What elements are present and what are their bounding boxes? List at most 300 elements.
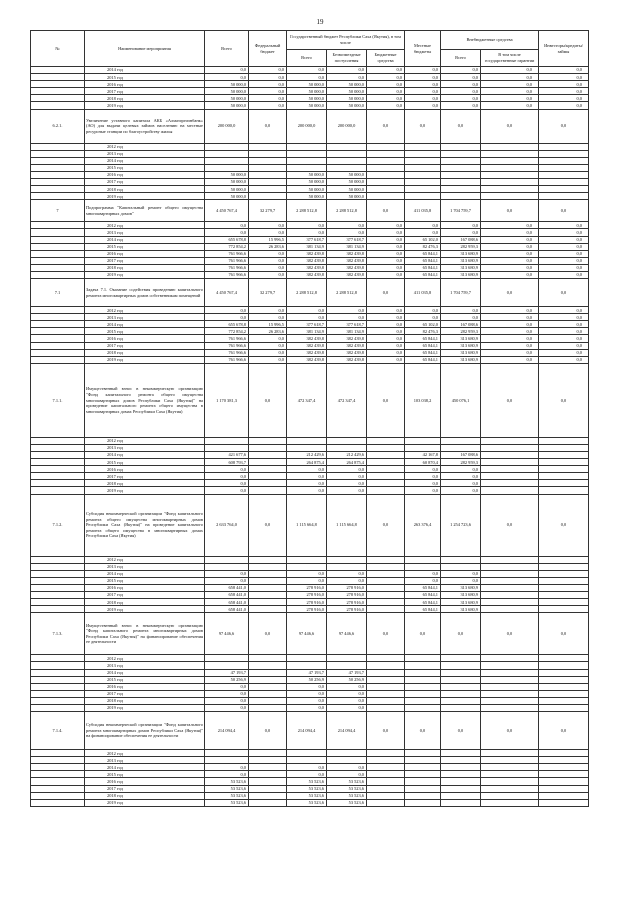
year-row — [31, 676, 589, 683]
year-row — [31, 592, 589, 599]
summary-cell: 0,0 — [539, 109, 589, 143]
section-summary-row — [31, 613, 589, 655]
year-row — [31, 480, 589, 487]
value-cell — [249, 757, 287, 764]
value-cell: 0,0 — [405, 473, 441, 480]
value-cell — [441, 683, 481, 690]
value-cell: 0,0 — [367, 102, 405, 109]
value-cell — [539, 771, 589, 778]
year-row — [31, 229, 589, 236]
year-label: 2013 год — [85, 229, 205, 236]
value-cell — [249, 487, 287, 494]
year-label: 2013 год — [85, 563, 205, 570]
section-summary-row — [31, 363, 589, 437]
year-label: 2014 год — [85, 669, 205, 676]
section-summary-row — [31, 494, 589, 556]
value-cell: 0,0 — [481, 95, 539, 102]
value-cell: 0,0 — [367, 264, 405, 271]
year-label: 2019 год — [85, 193, 205, 200]
value-cell — [367, 480, 405, 487]
value-cell — [481, 697, 539, 704]
value-cell — [367, 473, 405, 480]
value-cell: 60 870,4 — [405, 459, 441, 466]
value-cell — [367, 792, 405, 799]
value-cell: 0,0 — [441, 473, 481, 480]
empty-code-cell — [31, 102, 85, 109]
value-cell — [441, 697, 481, 704]
value-cell: 0,0 — [205, 764, 249, 771]
value-cell: 0,0 — [481, 335, 539, 342]
value-cell — [539, 683, 589, 690]
value-cell — [367, 778, 405, 785]
summary-cell: 450 076,1 — [441, 363, 481, 437]
header-state-total: Всего — [287, 50, 327, 67]
value-cell: 377 618,7 — [327, 236, 367, 243]
year-row — [31, 704, 589, 711]
value-cell: 0,0 — [205, 704, 249, 711]
value-cell — [539, 584, 589, 591]
value-cell: 0,0 — [287, 222, 327, 229]
year-row — [31, 563, 589, 570]
section-code: 7.1.4. — [31, 712, 85, 750]
empty-code-cell — [31, 599, 85, 606]
summary-cell: 0,0 — [249, 613, 287, 655]
value-cell: 65 844,1 — [405, 250, 441, 257]
value-cell: 0,0 — [327, 314, 367, 321]
value-cell: 381 134,9 — [287, 328, 327, 335]
year-row — [31, 757, 589, 764]
value-cell — [539, 785, 589, 792]
year-row — [31, 459, 589, 466]
value-cell — [441, 785, 481, 792]
value-cell: 0,0 — [481, 321, 539, 328]
value-cell — [481, 186, 539, 193]
value-cell: 0,0 — [441, 466, 481, 473]
summary-cell: 0,0 — [441, 109, 481, 143]
section-code: 7.1.1. — [31, 363, 85, 437]
value-cell — [249, 171, 287, 178]
year-row — [31, 307, 589, 314]
value-cell: 50 256,9 — [205, 676, 249, 683]
value-cell — [539, 799, 589, 806]
value-cell: 50 000,0 — [205, 193, 249, 200]
value-cell: 0,0 — [327, 771, 367, 778]
summary-cell: 411 035,8 — [405, 279, 441, 307]
year-label: 2015 год — [85, 328, 205, 335]
value-cell: 42 167,8 — [405, 452, 441, 459]
value-cell: 0,0 — [367, 349, 405, 356]
value-cell: 0,0 — [539, 307, 589, 314]
value-cell — [327, 437, 367, 444]
value-cell: 658 441,0 — [205, 606, 249, 613]
summary-cell: 97 446,6 — [327, 613, 367, 655]
value-cell — [481, 179, 539, 186]
value-cell — [327, 655, 367, 662]
year-label: 2013 год — [85, 444, 205, 451]
value-cell — [481, 171, 539, 178]
value-cell — [405, 186, 441, 193]
section-description: Субсидия некоммерческой организации "Фонд капитального ремонта многоквартирных домов Республики Саха (Якутия)" на финансирование обеспечения ее деятельности — [85, 712, 205, 750]
value-cell: 0,0 — [405, 487, 441, 494]
value-cell — [205, 143, 249, 150]
value-cell: 0,0 — [481, 81, 539, 88]
value-cell — [539, 466, 589, 473]
value-cell: 26 283,6 — [249, 243, 287, 250]
value-cell: 0,0 — [205, 690, 249, 697]
value-cell: 278 916,0 — [327, 606, 367, 613]
empty-code-cell — [31, 356, 85, 363]
value-cell — [441, 757, 481, 764]
value-cell — [287, 150, 327, 157]
value-cell: 382 439,8 — [327, 271, 367, 278]
value-cell — [481, 704, 539, 711]
value-cell: 0,0 — [249, 356, 287, 363]
value-cell — [481, 799, 539, 806]
value-cell: 50 000,0 — [327, 179, 367, 186]
value-cell — [327, 662, 367, 669]
summary-cell: 0,0 — [249, 712, 287, 750]
value-cell — [367, 690, 405, 697]
empty-code-cell — [31, 662, 85, 669]
header-name: Наименование мероприятия — [85, 31, 205, 67]
year-label: 2014 год — [85, 570, 205, 577]
year-label: 2018 год — [85, 480, 205, 487]
value-cell — [539, 690, 589, 697]
year-row — [31, 179, 589, 186]
value-cell: 53 523,6 — [205, 778, 249, 785]
value-cell — [405, 676, 441, 683]
summary-cell: 1 170 381,3 — [205, 363, 249, 437]
value-cell — [327, 150, 367, 157]
value-cell — [367, 669, 405, 676]
value-cell: 167 088,6 — [441, 321, 481, 328]
value-cell — [441, 186, 481, 193]
value-cell: 0,0 — [287, 764, 327, 771]
value-cell — [367, 193, 405, 200]
year-label: 2018 год — [85, 349, 205, 356]
year-label: 2012 год — [85, 750, 205, 757]
value-cell — [481, 444, 539, 451]
value-cell: 0,0 — [441, 487, 481, 494]
summary-cell: 200 000,0 — [205, 109, 249, 143]
value-cell — [367, 164, 405, 171]
section-summary-row — [31, 200, 589, 222]
summary-cell: 2 633 764,0 — [205, 494, 249, 556]
value-cell: 0,0 — [405, 102, 441, 109]
value-cell — [249, 577, 287, 584]
header-total: Всего — [205, 31, 249, 67]
year-row — [31, 690, 589, 697]
value-cell: 50 000,0 — [287, 81, 327, 88]
value-cell: 313 680,9 — [441, 349, 481, 356]
value-cell: 15 996,5 — [249, 321, 287, 328]
value-cell — [405, 437, 441, 444]
value-cell: 278 916,0 — [327, 592, 367, 599]
value-cell — [249, 792, 287, 799]
value-cell — [367, 764, 405, 771]
summary-cell: 0,0 — [481, 494, 539, 556]
empty-code-cell — [31, 437, 85, 444]
year-label: 2017 год — [85, 473, 205, 480]
budget-table-wrapper — [30, 30, 588, 807]
summary-cell: 263 376,4 — [405, 494, 441, 556]
value-cell: 0,0 — [441, 222, 481, 229]
empty-code-cell — [31, 480, 85, 487]
value-cell — [287, 662, 327, 669]
value-cell — [539, 556, 589, 563]
value-cell — [481, 771, 539, 778]
empty-code-cell — [31, 95, 85, 102]
value-cell — [287, 655, 327, 662]
value-cell — [481, 764, 539, 771]
year-label: 2015 год — [85, 74, 205, 81]
value-cell: 0,0 — [539, 81, 589, 88]
section-summary-row — [31, 279, 589, 307]
year-label: 2015 год — [85, 243, 205, 250]
value-cell — [405, 669, 441, 676]
value-cell: 0,0 — [367, 307, 405, 314]
value-cell — [249, 570, 287, 577]
value-cell: 0,0 — [481, 229, 539, 236]
value-cell: 0,0 — [539, 250, 589, 257]
empty-code-cell — [31, 570, 85, 577]
year-label: 2016 год — [85, 584, 205, 591]
value-cell: 47 193,7 — [327, 669, 367, 676]
value-cell — [441, 563, 481, 570]
value-cell — [405, 193, 441, 200]
value-cell — [481, 662, 539, 669]
value-cell — [367, 150, 405, 157]
year-label: 2012 год — [85, 655, 205, 662]
value-cell: 0,0 — [287, 67, 327, 74]
value-cell — [405, 704, 441, 711]
year-row — [31, 466, 589, 473]
value-cell: 0,0 — [367, 95, 405, 102]
year-label: 2018 год — [85, 186, 205, 193]
empty-code-cell — [31, 606, 85, 613]
empty-code-cell — [31, 676, 85, 683]
value-cell: 0,0 — [481, 67, 539, 74]
value-cell: 0,0 — [287, 314, 327, 321]
value-cell: 0,0 — [287, 771, 327, 778]
summary-cell: 1 115 664,8 — [287, 494, 327, 556]
value-cell: 0,0 — [249, 307, 287, 314]
section-code: 7.1 — [31, 279, 85, 307]
value-cell — [249, 662, 287, 669]
value-cell — [481, 563, 539, 570]
year-label: 2016 год — [85, 335, 205, 342]
summary-cell: 32 279,7 — [249, 200, 287, 222]
value-cell: 0,0 — [327, 74, 367, 81]
value-cell: 50 000,0 — [205, 179, 249, 186]
year-label: 2012 год — [85, 222, 205, 229]
value-cell — [249, 473, 287, 480]
empty-code-cell — [31, 321, 85, 328]
value-cell — [205, 655, 249, 662]
value-cell: 0,0 — [405, 74, 441, 81]
value-cell: 0,0 — [539, 74, 589, 81]
year-row — [31, 222, 589, 229]
value-cell: 381 134,9 — [327, 328, 367, 335]
header-offbudget-state: В том числе государственные гарантии — [481, 50, 539, 67]
year-label: 2014 год — [85, 764, 205, 771]
value-cell: 0,0 — [481, 74, 539, 81]
value-cell — [481, 193, 539, 200]
value-cell — [287, 444, 327, 451]
year-label: 2016 год — [85, 250, 205, 257]
year-row — [31, 356, 589, 363]
summary-cell: 2 288 512,8 — [287, 279, 327, 307]
empty-code-cell — [31, 314, 85, 321]
value-cell: 278 916,0 — [287, 584, 327, 591]
empty-code-cell — [31, 757, 85, 764]
year-label: 2019 год — [85, 799, 205, 806]
year-label: 2018 год — [85, 697, 205, 704]
empty-code-cell — [31, 563, 85, 570]
empty-code-cell — [31, 584, 85, 591]
year-row — [31, 799, 589, 806]
value-cell — [441, 669, 481, 676]
value-cell: 0,0 — [539, 243, 589, 250]
value-cell — [327, 563, 367, 570]
value-cell: 0,0 — [405, 229, 441, 236]
value-cell: 421 677,6 — [205, 452, 249, 459]
value-cell — [441, 444, 481, 451]
value-cell — [539, 764, 589, 771]
year-row — [31, 662, 589, 669]
empty-code-cell — [31, 342, 85, 349]
summary-cell: 0,0 — [481, 613, 539, 655]
value-cell: 15 996,5 — [249, 236, 287, 243]
value-cell: 282 959,3 — [441, 328, 481, 335]
value-cell: 65 844,1 — [405, 356, 441, 363]
section-description: Задача 7.1. Оказание содействия проведению капитального ремонта многоквартирных домов собственникам помещений — [85, 279, 205, 307]
summary-cell: 214 094,4 — [287, 712, 327, 750]
value-cell — [405, 563, 441, 570]
value-cell: 0,0 — [249, 74, 287, 81]
value-cell — [367, 487, 405, 494]
year-label: 2016 год — [85, 171, 205, 178]
value-cell — [405, 771, 441, 778]
value-cell — [249, 563, 287, 570]
value-cell: 0,0 — [539, 264, 589, 271]
value-cell: 26 283,6 — [249, 328, 287, 335]
value-cell: 0,0 — [441, 577, 481, 584]
value-cell — [441, 771, 481, 778]
empty-code-cell — [31, 792, 85, 799]
empty-code-cell — [31, 243, 85, 250]
value-cell: 82 476,3 — [405, 243, 441, 250]
value-cell — [249, 157, 287, 164]
value-cell — [367, 466, 405, 473]
value-cell: 0,0 — [441, 229, 481, 236]
empty-code-cell — [31, 74, 85, 81]
value-cell — [539, 750, 589, 757]
year-row — [31, 81, 589, 88]
summary-cell: 0,0 — [249, 494, 287, 556]
value-cell: 0,0 — [539, 328, 589, 335]
value-cell — [405, 179, 441, 186]
value-cell: 50 000,0 — [327, 171, 367, 178]
year-row — [31, 669, 589, 676]
section-code: 7 — [31, 200, 85, 222]
empty-code-cell — [31, 222, 85, 229]
year-label: 2018 год — [85, 599, 205, 606]
year-label: 2014 год — [85, 236, 205, 243]
year-row — [31, 785, 589, 792]
value-cell: 382 439,8 — [287, 342, 327, 349]
value-cell: 0,0 — [539, 222, 589, 229]
value-cell: 50 000,0 — [327, 95, 367, 102]
value-cell — [539, 655, 589, 662]
value-cell — [481, 487, 539, 494]
value-cell: 0,0 — [481, 356, 539, 363]
value-cell: 0,0 — [405, 88, 441, 95]
value-cell — [405, 157, 441, 164]
value-cell: 50 000,0 — [327, 186, 367, 193]
value-cell: 0,0 — [367, 243, 405, 250]
value-cell — [367, 676, 405, 683]
value-cell: 0,0 — [327, 704, 367, 711]
value-cell: 761 966,6 — [205, 257, 249, 264]
value-cell — [249, 143, 287, 150]
value-cell — [481, 792, 539, 799]
section-code: 7.1.2. — [31, 494, 85, 556]
value-cell — [539, 164, 589, 171]
value-cell — [441, 193, 481, 200]
summary-cell: 0,0 — [539, 712, 589, 750]
value-cell — [539, 186, 589, 193]
value-cell: 0,0 — [205, 683, 249, 690]
value-cell — [441, 437, 481, 444]
value-cell — [327, 164, 367, 171]
value-cell — [287, 750, 327, 757]
summary-cell: 0,0 — [539, 494, 589, 556]
value-cell: 0,0 — [287, 229, 327, 236]
summary-cell: 0,0 — [481, 363, 539, 437]
value-cell: 313 680,9 — [441, 592, 481, 599]
value-cell — [249, 459, 287, 466]
value-cell: 65 844,1 — [405, 271, 441, 278]
value-cell — [367, 459, 405, 466]
value-cell: 0,0 — [327, 307, 367, 314]
value-cell: 313 680,9 — [441, 335, 481, 342]
empty-code-cell — [31, 487, 85, 494]
summary-cell: 214 094,4 — [327, 712, 367, 750]
value-cell: 282 959,3 — [441, 243, 481, 250]
value-cell — [441, 662, 481, 669]
value-cell: 0,0 — [205, 67, 249, 74]
value-cell: 278 916,0 — [287, 599, 327, 606]
summary-cell: 103 038,2 — [405, 363, 441, 437]
value-cell — [441, 690, 481, 697]
value-cell: 50 000,0 — [287, 193, 327, 200]
empty-code-cell — [31, 556, 85, 563]
value-cell: 65 844,1 — [405, 592, 441, 599]
value-cell: 0,0 — [539, 229, 589, 236]
empty-code-cell — [31, 764, 85, 771]
value-cell: 0,0 — [405, 570, 441, 577]
value-cell: 658 441,0 — [205, 584, 249, 591]
year-row — [31, 321, 589, 328]
value-cell — [367, 186, 405, 193]
value-cell: 0,0 — [327, 577, 367, 584]
value-cell — [481, 437, 539, 444]
value-cell: 50 000,0 — [205, 171, 249, 178]
value-cell — [539, 599, 589, 606]
value-cell — [481, 778, 539, 785]
value-cell — [249, 437, 287, 444]
